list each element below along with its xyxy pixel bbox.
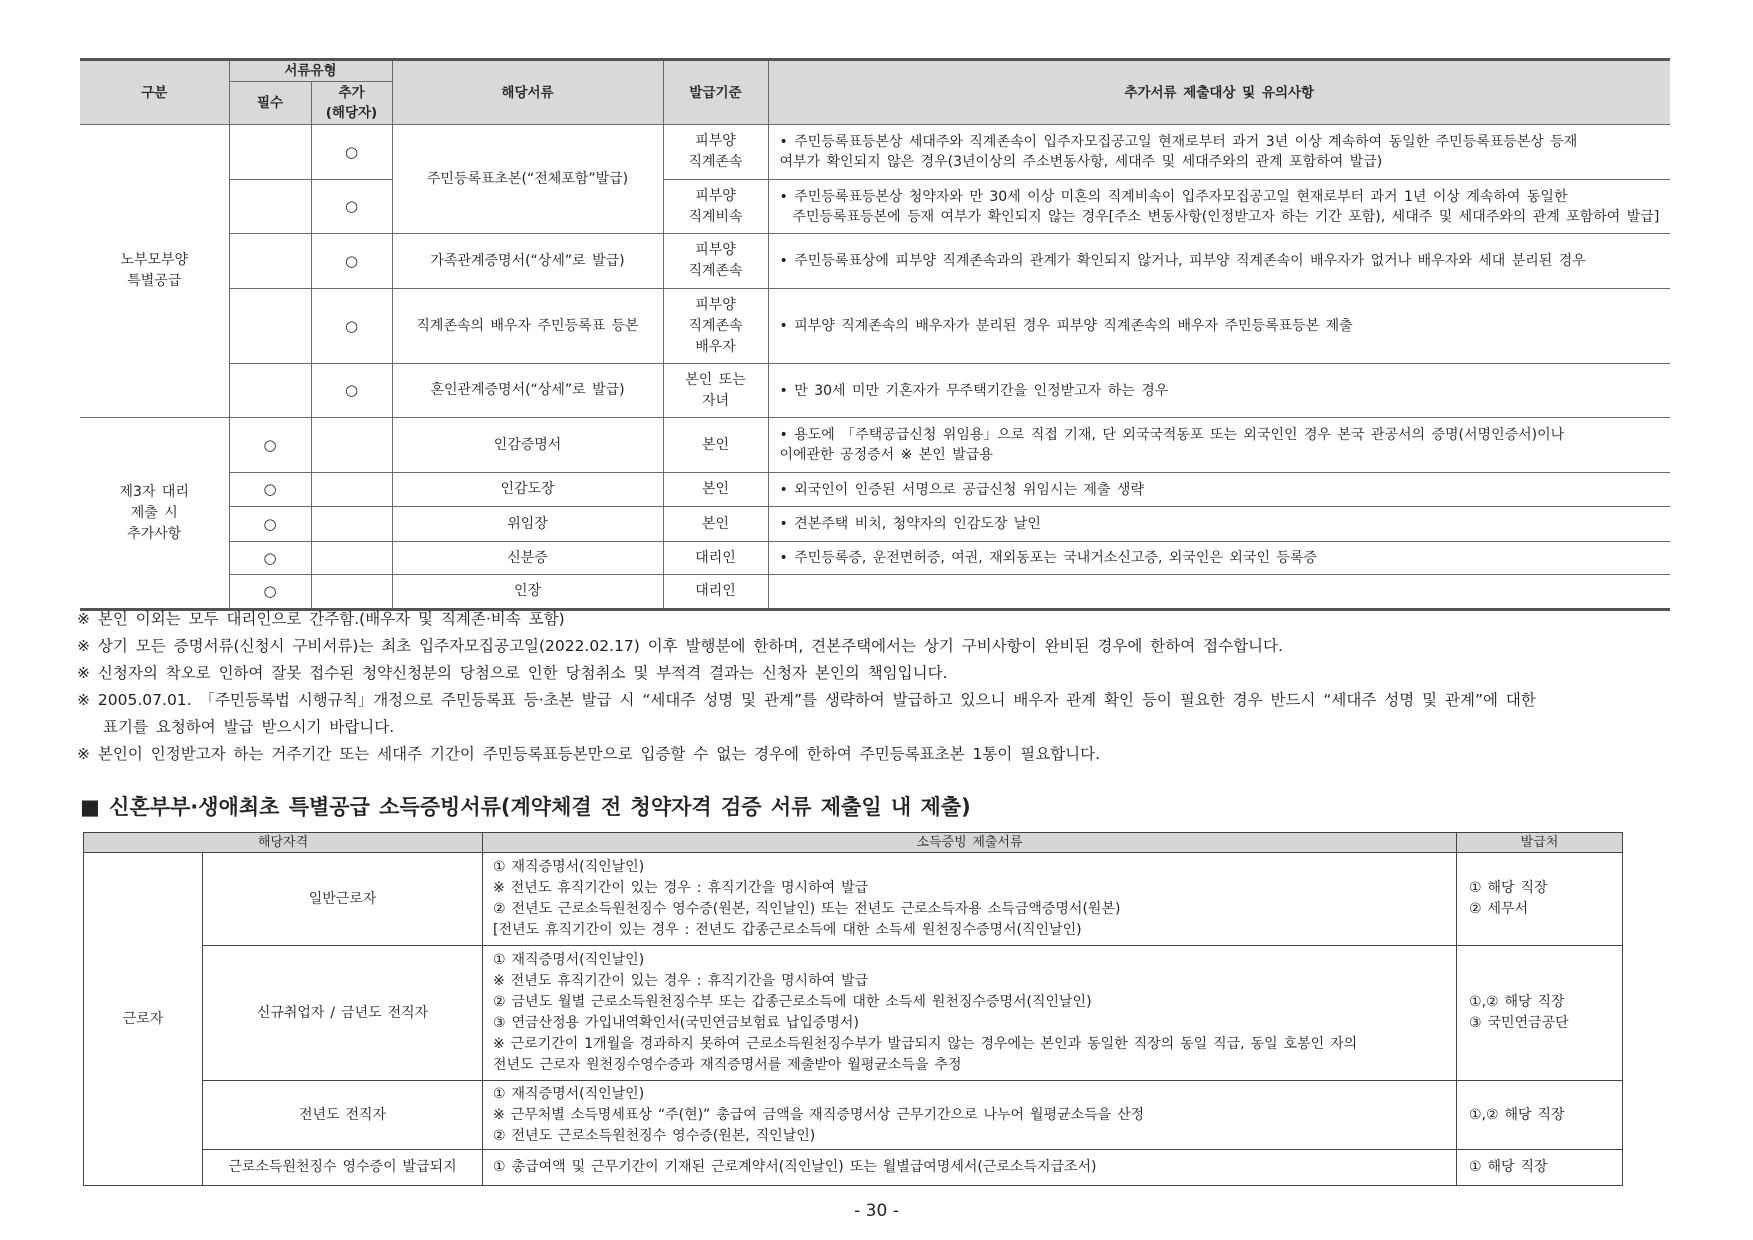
additional-mark: ○ xyxy=(311,180,392,234)
proof-documents: ① 재직증명서(직인날인) ※ 전년도 휴직기간이 있는 경우 : 휴직기간을 명시하여 발급 ② 금년도 월별 근로소득원천징수부 또는 갑종근로소득에 대한 소득세 원천징수증명서(직인날인) ③ 연금산정용 가입내역확인서(국민연금보험료 납입증명서) ※ 근로기간이 1개월을 경과하지 못하여 근로소득원천징수부가 발급되지 않는 경우에는 본인과 동일한 직장의 동일 직급, 동일 호봉인 자의 전년도 근로자 원천징수영수증과 재직증명서를 제출받아 월평균소득을 추정 xyxy=(483,946,1457,1081)
additional-cell xyxy=(311,473,392,507)
note: • 주민등록증, 운전면허증, 여권, 재외동포는 국내거소신고증, 외국인은 외국인 등록증 xyxy=(768,542,1670,575)
header-category: 구분 xyxy=(80,60,229,125)
qualification-type: 전년도 전직자 xyxy=(203,1081,483,1150)
table-row xyxy=(80,507,1670,542)
issue-basis: 피부양 직계존속 배우자 xyxy=(663,289,768,364)
issue-basis: 본인 또는 자녀 xyxy=(663,364,768,418)
additional-mark: ○ xyxy=(311,364,392,418)
table-row xyxy=(80,575,1670,610)
note: • 용도에 「주택공급신청 위임용」으로 직접 기재, 단 외국국적동포 또는 외국인인 경우 본국 관공서의 증명(서명인증서)이나 이에관한 공정증서 ※ 본인 발급용 xyxy=(768,418,1670,473)
table-row xyxy=(84,853,1623,946)
document-name: 직계존속의 배우자 주민등록표 등본 xyxy=(392,289,663,364)
table-header-row xyxy=(80,60,1670,82)
table-row xyxy=(84,946,1623,1081)
proof-documents: ① 재직증명서(직인날인) ※ 전년도 휴직기간이 있는 경우 : 휴직기간을 명시하여 발급 ② 전년도 근로소득원천징수 영수증(원본, 직인날인) 또는 전년도 근로소득자용 소득금액증명서(원본) [전년도 휴직기간이 있는 경우 : 전년도 갑종근로소득에 대한 소득세 원천징수증명서(직인날인) xyxy=(483,853,1457,946)
table-row xyxy=(80,289,1670,364)
document-name: 혼인관계증명서(“상세”로 발급) xyxy=(392,364,663,418)
header-doc-type: 서류유형 xyxy=(229,60,392,82)
note: • 피부양 직계존속의 배우자가 분리된 경우 피부양 직계존속의 배우자 주민등록표등본 제출 xyxy=(768,289,1670,364)
issuer: ①,② 해당 직장 ③ 국민연금공단 xyxy=(1457,946,1623,1081)
additional-cell xyxy=(311,575,392,610)
required-cell xyxy=(229,289,311,364)
header-required: 필수 xyxy=(229,82,311,125)
proof-documents: ① 재직증명서(직인날인) ※ 근무처별 소득명세표상 “주(현)” 총급여 금액을 재직증명서상 근무기간으로 나누어 월평균소득을 산정 ② 전년도 근로소득원천징수 영수증(원본, 직인날인) xyxy=(483,1081,1457,1150)
issuer: ① 해당 직장 ② 세무서 xyxy=(1457,853,1623,946)
additional-cell xyxy=(311,418,392,473)
document-name: 인감도장 xyxy=(392,473,663,507)
table-header-row xyxy=(84,833,1623,853)
required-documents-table xyxy=(80,58,1670,611)
document-name: 주민등록표초본(“전체포함”발급) xyxy=(392,125,663,234)
footnote: ※ 본인 이외는 모두 대리인으로 간주함.(배우자 및 직계존·비속 포함) xyxy=(77,610,565,628)
document-name: 인장 xyxy=(392,575,663,610)
issue-basis: 본인 xyxy=(663,473,768,507)
table-row xyxy=(80,473,1670,507)
issue-basis: 피부양 직계존속 xyxy=(663,234,768,289)
income-proof-table xyxy=(83,832,1623,1186)
group-label: 제3자 대리 제출 시 추가사항 xyxy=(80,418,229,610)
required-mark: ○ xyxy=(229,507,311,542)
required-mark: ○ xyxy=(229,542,311,575)
additional-cell xyxy=(311,507,392,542)
issue-basis: 대리인 xyxy=(663,575,768,610)
section-heading: ■ 신혼부부·생애최초 특별공급 소득증빙서류(계약체결 전 청약자격 검증 서류 제출일 내 제출) xyxy=(80,795,971,819)
table-row xyxy=(80,364,1670,418)
note: • 견본주택 비치, 청약자의 인감도장 날인 xyxy=(768,507,1670,542)
table-row xyxy=(80,180,1670,234)
table-row xyxy=(80,234,1670,289)
issue-basis: 피부양 직계비속 xyxy=(663,180,768,234)
document-name: 위임장 xyxy=(392,507,663,542)
qualification-type: 신규취업자 / 금년도 전직자 xyxy=(203,946,483,1081)
table-row xyxy=(80,418,1670,473)
note: • 주민등록표등본상 청약자와 만 30세 이상 미혼의 직계비속이 입주자모집공고일 현재로부터 과거 1년 이상 계속하여 동일한 주민등록표등본에 등재 여부가 확인되지 않는 경우[주소 변동사항(인정받고자 하는 기간 포함), 세대주 및 세대주와의 관계 포함하여 발급] xyxy=(768,180,1670,234)
issuer: ① 해당 직장 xyxy=(1457,1150,1623,1186)
note: • 주민등록표등본상 세대주와 직계존속이 입주자모집공고일 현재로부터 과거 3년 이상 계속하여 동일한 주민등록표등본상 등재 여부가 확인되지 않은 경우(3년이상의 주소변동사항, 세대주 및 세대주와의 관계 포함하여 발급) xyxy=(768,125,1670,180)
additional-mark: ○ xyxy=(311,234,392,289)
required-mark: ○ xyxy=(229,418,311,473)
footnotes xyxy=(77,606,1677,768)
footnote: ※ 신청자의 착오로 인하여 잘못 접수된 청약신청분의 당첨으로 인한 당첨취소 및 부적격 결과는 신청자 본인의 책임입니다. xyxy=(77,664,948,682)
header-issue-basis: 발급기준 xyxy=(663,60,768,125)
issue-basis: 본인 xyxy=(663,507,768,542)
proof-documents: ① 총급여액 및 근무기간이 기재된 근로계약서(직인날인) 또는 월별급여명세서(근로소득지급조서) xyxy=(483,1150,1457,1186)
required-cell xyxy=(229,234,311,289)
footnote: ※ 2005.07.01. 「주민등록법 시행규칙」개정으로 주민등록표 등·초본 발급 시 “세대주 성명 및 관계”를 생략하여 발급하고 있으니 배우자 관계 확인 등이 필요한 경우 반드시 “세대주 성명 및 관계”에 대한 표기를 요청하여 발급 받으시기 바랍니다. xyxy=(77,691,1536,736)
issuer: ①,② 해당 직장 xyxy=(1457,1081,1623,1150)
table-row xyxy=(80,125,1670,180)
qualification-type: 일반근로자 xyxy=(203,853,483,946)
issue-basis: 대리인 xyxy=(663,542,768,575)
table-row xyxy=(84,1081,1623,1150)
header-documents: 소득증빙 제출서류 xyxy=(483,833,1457,853)
header-qualification: 해당자격 xyxy=(84,833,483,853)
document-name: 인감증명서 xyxy=(392,418,663,473)
header-notes: 추가서류 제출대상 및 유의사항 xyxy=(768,60,1670,125)
required-cell xyxy=(229,180,311,234)
additional-mark: ○ xyxy=(311,125,392,180)
footnote: ※ 상기 모든 증명서류(신청시 구비서류)는 최초 입주자모집공고일(2022.02.17) 이후 발행분에 한하며, 견본주택에서는 상기 구비사항이 완비된 경우에 한하여 접수합니다. xyxy=(77,637,1283,655)
page-number: - 30 - xyxy=(854,1201,899,1221)
table-row xyxy=(84,1150,1623,1186)
header-additional: 추가 (해당자) xyxy=(311,82,392,125)
issue-basis: 피부양 직계존속 xyxy=(663,125,768,180)
issue-basis: 본인 xyxy=(663,418,768,473)
note: • 만 30세 미만 기혼자가 무주택기간을 인정받고자 하는 경우 xyxy=(768,364,1670,418)
required-mark: ○ xyxy=(229,575,311,610)
header-issuer: 발급처 xyxy=(1457,833,1623,853)
required-mark: ○ xyxy=(229,473,311,507)
additional-mark: ○ xyxy=(311,289,392,364)
qualification-type: 근로소득원천징수 영수증이 발급되지 xyxy=(203,1150,483,1186)
note xyxy=(768,575,1670,610)
document-name: 가족관계증명서(“상세”로 발급) xyxy=(392,234,663,289)
group-label: 근로자 xyxy=(84,853,203,1186)
footnote: ※ 본인이 인정받고자 하는 거주기간 또는 세대주 기간이 주민등록표등본만으로 입증할 수 없는 경우에 한하여 주민등록표초본 1통이 필요합니다. xyxy=(77,745,1101,763)
required-cell xyxy=(229,364,311,418)
required-cell xyxy=(229,125,311,180)
header-document: 해당서류 xyxy=(392,60,663,125)
group-label: 노부모부양 특별공급 xyxy=(80,125,229,418)
document-name: 신분증 xyxy=(392,542,663,575)
note: • 외국인이 인증된 서명으로 공급신청 위임시는 제출 생략 xyxy=(768,473,1670,507)
table-row xyxy=(80,542,1670,575)
additional-cell xyxy=(311,542,392,575)
note: • 주민등록표상에 피부양 직계존속과의 관계가 확인되지 않거나, 피부양 직계존속이 배우자가 없거나 배우자와 세대 분리된 경우 xyxy=(768,234,1670,289)
